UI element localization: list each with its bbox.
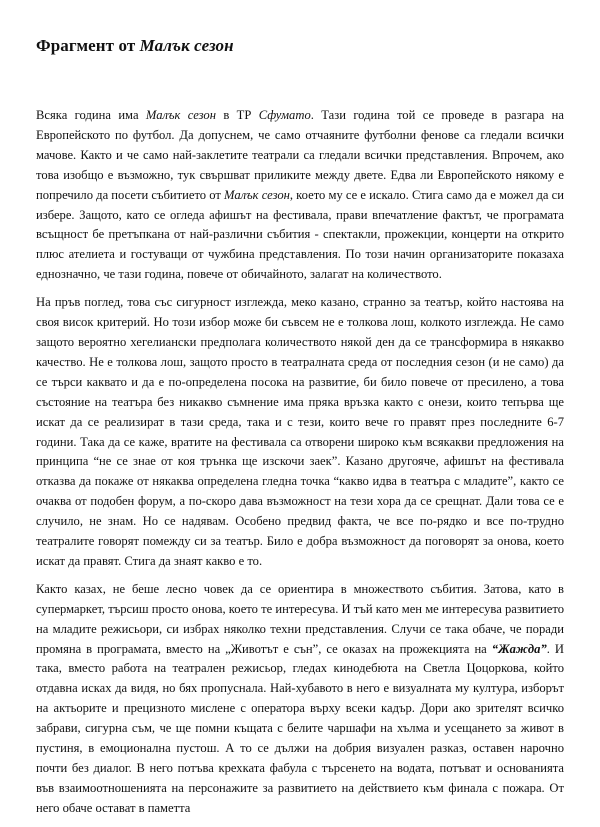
text-run: . Тази година той се проведе в разгара на Европейското по футбол. Да допуснем, че само отчаяните футболни фенове са гледали всички мачове. Както и че само най-заклетите театрали са гледали всички представления. Впрочем, ако това изобщо е възможно, тук свършват приликите между двете. Едва ли Европейското някому е попречило да посети събитието от [36,108,564,202]
paragraph-3 [36,580,564,819]
text-run: , което му се е искало. Стига само да е можел да си избере. Защото, като се огледа афишът на фестивала, прави впечатление фактът, че програмата всъщност бе претъпкана от най-различни събития - спектакли, прожекции, концерти на открито плюс ателиета и гостуващи от чужбина представления. По този начин организаторите показаха еднозначно, че тази година, повече от обичайното, залагат на количеството. [36,187,564,282]
emphasis-text: Малък сезон [145,108,216,122]
paragraph-1 [36,106,564,285]
text-run: в ТР [215,108,259,122]
emphasis-text: Малък сезон [224,187,290,202]
emphasis-text [492,642,547,656]
text-run: На пръв поглед, това със сигурност изглежда, меко казано, странно за театър, който настоява на своя висок критерий. Но този избор може би съвсем не е толкова лош, колкото изглежда. Не само защото вероятно хегелиански предполага количеството някой ден да се трансформира в някакво качество. Не е толкова лош, защото просто в театралната среда от последния сезон (и не само) да се търси каквато и да е по-определена посока на развитие, би било повече от пресилено, а това състояние на театъра без никакво съмнение има пряка връзка както с онези, които тепърва ще искат да се реализират в тази среда, така и с тези, които вече го правят през последните 6-7 години. Така да се каже, вратите на фестивала са отворени широко към всякакви предложения на принципа “не се знае от коя трънка ще изскочи заек”. Казано другояче, афишът на фестивала отказва да покаже от някаква определена гледна точка “какво идва в театъра с младите”, както се очаква от подобен форум, а по-скоро дава възможност на тези хора да се срещнат. Дали това се е случило, не знам. Но се надявам. Особено предвид факта, че все по-рядко и все по-трудно театралите говорят помежду си за театър. Било е добра възможност да поговорят за онова, което искат да правят. Стига да знаят какво е то. [36,295,564,568]
article-body [36,106,564,819]
emphasis-text: Сфумато [258,108,311,122]
text-run: . И така, вместо работа на театрален режисьор, гледах кинодебюта на Светла Цоцоркова, който отдавна исках да видя, но бях пропуснала. Най-хубавото в него е визуалната му култура, изборът на актьорите и прецизното мислене с оператора върху всеки кадър. Дори ако зрителят всичко забрави, сигурна съм, че ще помни къщата с белите чаршафи на хълма и усещането за живот в пустиня, в емоционална пустош. А то се дължи на добрия визуален разказ, оставен нарочно почти без диалог. В него потъва крехката фабула с търсенето на водата, потъват и основанията във взаимоотношенията на персонажите за развитието на действието към финала с пожара. От него обаче остават в паметта [36,641,564,815]
document-page [36,36,564,827]
document-title [36,36,564,56]
emphasis-text: “Жажда” [491,641,547,656]
text-run: Както казах, не беше лесно човек да се ориентира в множеството събития. Затова, като в супермаркет, търсиш просто онова, което те интересува. И тъй като мен ме интересува развитието на младите режисьори, си избрах няколко техни представления. Случи се така обаче, че поради промяна в програмата, вместо на „Животът е сън”, се оказах на прожекцията на [36,581,564,656]
title-emphasis: Малък сезон [139,36,234,55]
text-run: Всяка година има [36,108,146,122]
paragraph-2 [36,293,564,572]
title-prefix: Фрагмент от [36,36,140,55]
